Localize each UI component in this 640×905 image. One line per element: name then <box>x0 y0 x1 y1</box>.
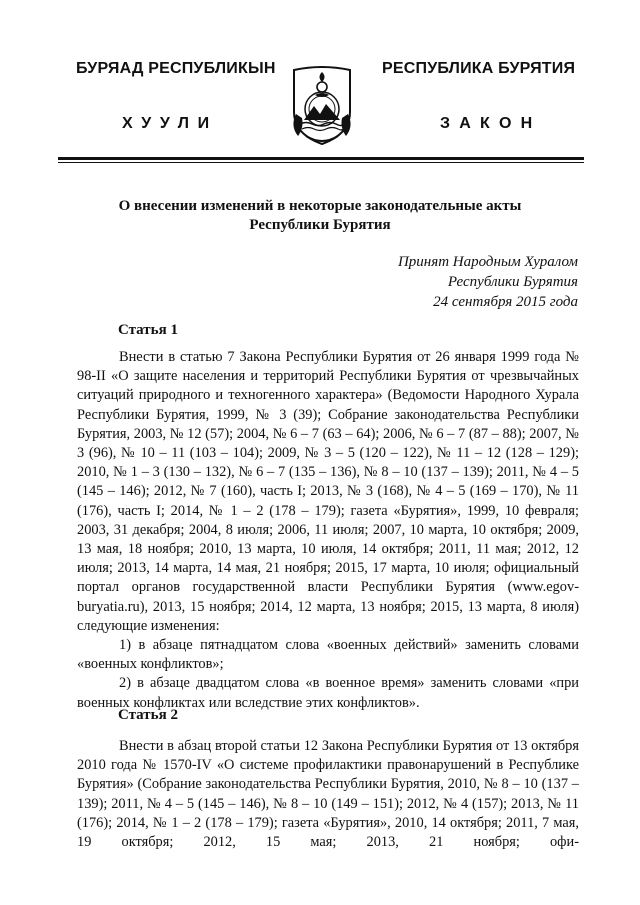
article-1-body <box>77 348 579 713</box>
header-right-title: РЕСПУБЛИКА БУРЯТИЯ <box>382 60 576 77</box>
article-2-body <box>77 737 579 852</box>
header-right-subtitle: ЗАКОН <box>440 115 542 132</box>
adoption-note <box>398 252 578 312</box>
header-left-title: БУРЯАД РЕСПУБЛИКЫН <box>76 60 276 77</box>
header-divider-thin <box>58 162 584 163</box>
adoption-line-2: Республики Бурятия <box>447 274 578 290</box>
document-title <box>90 197 550 235</box>
header-divider-thick <box>58 157 584 160</box>
title-line-1: О внесении изменений в некоторые законодательные акты <box>118 198 522 214</box>
coat-of-arms-icon <box>284 62 360 148</box>
article-1-heading: Статья 1 <box>118 322 178 338</box>
title-line-2: Республики Бурятия <box>249 217 391 233</box>
header-left-subtitle: ХУУЛИ <box>122 115 218 132</box>
article-1-item-2: 2) в абзаце двадцатом слова «в военное время» заменить словами «при военных конфликтах или вследствие этих конфликтов». <box>77 675 579 711</box>
article-2-text: Внести в абзац второй статьи 12 Закона Республики Бурятия от 13 октября 2010 года № 1570-IV «О системе профилактики правонарушений в Республике Бурятия» (Собрание законодательства Республики Бурятия, 2010, № 8 – 10 (137 – 139); 2011, № 4 – 5 (145 – 146), № 8 – 10 (149 – 151); 2012, № 4 (157); 2013, № 11 (176); 2014, № 1 – 2 (178 – 179); газета «Бурятия», 2010, 14 октября; 2011, 7 мая, 19 октября; 2012, 15 мая; 2013, 21 ноября; офи- <box>77 738 579 851</box>
coat-of-arms-graphic <box>284 62 360 148</box>
article-1-item-1: 1) в абзаце пятнадцатом слова «военных действий» заменить словами «военных конфликтов»; <box>77 637 579 673</box>
article-1-intro: Внести в статью 7 Закона Республики Бурятия от 26 января 1999 года № 98-II «О защите населения и территорий Республики Бурятия от чрезвычайных ситуаций природного и техногенного характера» (Ведомости Народного Хурала Республики Бурятия, 1999, № 3 (39); Собрание законодательства Республики Бурятия, 2003, № 12 (57); 2004, № 6 – 7 (63 – 64); 2006, № 6 – 7 (87 – 88); 2007, № 3 (96), № 10 – 11 (103 – 104); 2009, № 3 – 5 (120 – 122), № 11 – 12 (128 – 129); 2010, № 1 – 3 (130 – 132), № 6 – 7 (135 – 136), № 8 – 10 (137 – 139); 2011, № 4 – 5 (145 – 146); 2012, № 7 (160), часть I; 2013, № 3 (168), № 4 – 5 (169 – 170), № 11 (176), часть I; 2014, № 1 – 2 (178 – 179); газета «Бурятия», 1999, 10 февраля; 2003, 31 декабря; 2004, 8 июля; 2006, 11 июля; 2007, 10 марта, 10 октября; 2009, 13 мая, 18 ноября; 2010, 13 марта, 10 июля, 14 октября; 2011, 11 мая; 2012, 12 июля; 2013, 14 марта, 14 мая, 21 ноября; 2015, 17 марта, 10 июля; официальный портал органов государственной власти Республики Бурятия (www.egov-buryatia.ru), 2013, 15 ноября; 2014, 12 марта, 13 ноября; 2015, 13 марта, 8 июля) следующие изменения: <box>77 349 579 634</box>
adoption-line-1: Принят Народным Хуралом <box>397 254 578 270</box>
article-2-heading: Статья 2 <box>118 707 178 723</box>
adoption-date: 24 сентября 2015 года <box>433 294 578 310</box>
